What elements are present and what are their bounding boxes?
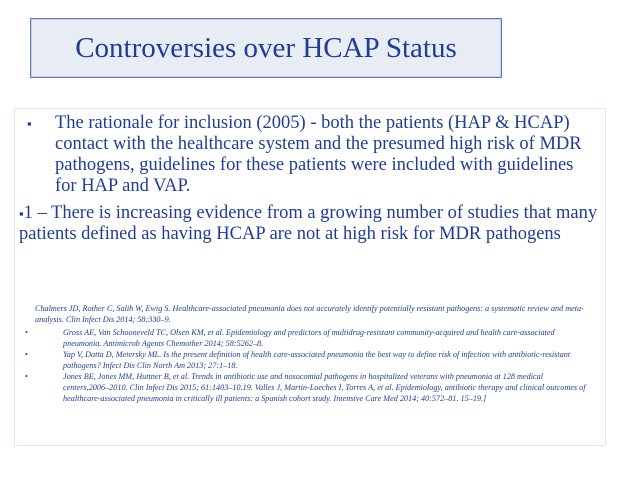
reference-list — [15, 327, 605, 404]
dot-bullet-icon: • — [25, 350, 28, 359]
square-bullet-icon: ▪ — [19, 206, 24, 221]
paragraph-rationale — [27, 113, 597, 197]
reference-text: Gross AE, Van Schooneveld TC, Olsen KM, et al. Epidemiology and predictors of multidrug-resistant community-acquired and health care-associated pneumonia. Antimicrob Agents Chemother 2014; 58:5262–8. — [63, 328, 555, 348]
dot-bullet-icon: • — [25, 372, 28, 381]
square-bullet-icon: ▪ — [27, 116, 32, 131]
reference-intro: Chalmers JD, Rother C, Salih W, Ewig S. Healthcare-associated pneumonia does not accurately identify potentially resistant pathogens: a systematic review and meta-analysis. Clin Infect Dis 2014; 58:330–9. — [35, 304, 584, 324]
dot-bullet-icon: • — [25, 328, 28, 337]
title-box — [30, 18, 502, 78]
paragraph-rationale-text: The rationale for inclusion (2005) - both the patients (HAP & HCAP) contact with the healthcare system and the presumed high risk of MDR pathogens, guidelines for these patients were included with guidelines for HAP and VAP. — [55, 113, 582, 196]
reference-text: Yap V, Datta D, Metersky ML. Is the present definition of health care-associated pneumonia the best way to define risk of infection with antibiotic-resistant pathogens? Infect Dis Clin North Am 2013; 27:1–18. — [63, 350, 571, 370]
slide-title: Controversies over HCAP Status — [75, 31, 457, 64]
paragraph-evidence-text: 1 – There is increasing evidence from a growing number of studies that many patients defined as having HCAP are not at high risk for MDR pathogens — [19, 203, 598, 244]
reference-text: Jones BE, Jones MM, Huttner B, et al. Trends in antibiotic use and nosocomial pathogens in hospitalized veterans with pneumonia at 128 medical centers,2006–2010. Clin Infect Dis 2015; 61:1403–10.19. Valles J, Martin-Loeches I, Torres A, et al. Epidemiology, antibiotic therapy and clinical outcomes of healthcare-associated pneumonia in critically ill patients: a Spanish cohort study. Intensive Care Med 2014; 40:572–81. 15–19.] — [63, 372, 586, 403]
slide-content — [14, 108, 606, 446]
references — [15, 293, 605, 404]
paragraph-evidence — [19, 203, 603, 245]
reference-item — [15, 327, 605, 349]
reference-item — [15, 349, 605, 371]
reference-item — [15, 371, 605, 404]
